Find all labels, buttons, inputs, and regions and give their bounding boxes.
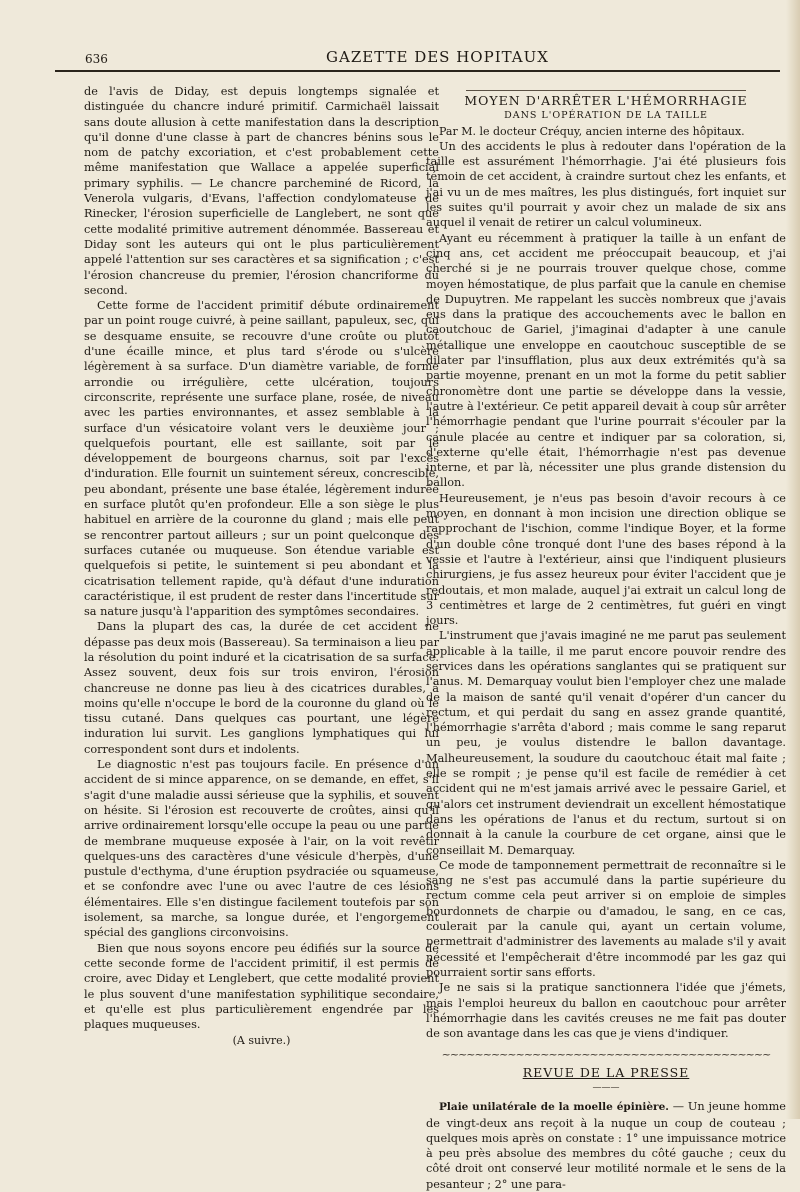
left-paragraph-1: de l'avis de Diday, est depuis longtemps signalée et distinguée du chancre induré primitif. Carmichaël laissait sans doute allusion à cette manifestation dans la description qu'il donne d'une classe à part de chancres bénins sous le nom de patchy excoriation, et c'est probablement cette même manifestation que Wallace a appelée superficial primary syphilis. — Le chancre parcheminé de Ricord, la Venerola vulgaris, d'Evans, l'affection condylomateuse de Rinecker, l'érosion superficielle de Langlebert, ne sont que cette modalité primitive autrement dénommée. Bassereau et Diday sont les auteurs qui ont le plus particulièrement appelé l'attention sur ses caractères et sa signification ; c'est l'érosion chancreuse du premier, l'érosion chancriforme du second. — [84, 85, 439, 297]
author-byline: Par M. le docteur Créquy, ancien interne des hôpitaux. — [439, 124, 745, 138]
left-paragraph-2: Cette forme de l'accident primitif débute ordinairement par un point rouge cuivré, à peine saillant, papuleux, sec, qui se desquame ensuite, se recouvre d'une croûte ou plutôt d'une écaille mince, et plus tard s'érode ou s'ulcère légèrement à sa surface. D'un diamètre variable, de forme arrondie ou irrégulière, cette ulcération, toujours circonscrite, représente une surface plane, rosée, de niveau avec les parties environnantes, et assez semblable à la surface d'un vésicatoire volant vers le deuxième jour ; quelquefois pourtant, elle est saillante, soit par le développement de bourgeons charnus, soit par l'excès d'induration. Elle fournit un suintement séreux, concrescible, peu abondant, présente une base étalée, légèrement indurée en surface plutôt qu'en profondeur. Elle a son siège le plus habituel en arrière de la couronne du gland ; mais elle peut se rencontrer partout ailleurs ; sur un point quelconque des surfaces cutanée ou muqueuse. Son étendue variable est quelquefois si petite, le suintement si peu abondant et la cicatrisation tellement rapide, qu'à défaut d'une induration caractéristique, il est prudent de rester dans l'incertitude sur sa nature jusqu'à l'apparition des symptômes secondaires. — [84, 299, 439, 619]
press-review-paragraph — [426, 1099, 786, 1192]
page-header — [55, 46, 780, 72]
page-number: 636 — [85, 52, 108, 66]
ornamental-divider: ~~~~~~~~~~~~~~~~~~~~~~~~~~~~~~~~~~~~~~~~ — [441, 1048, 771, 1062]
right-column — [426, 84, 786, 1192]
section-title-press-review: REVUE DE LA PRESSE — [522, 1064, 690, 1080]
running-title: GAZETTE DES HOPITAUX — [326, 48, 549, 66]
ornamental-divider-small: ——— — [592, 1083, 620, 1093]
left-paragraph-3: Dans la plupart des cas, la durée de cet accident ne dépasse pas deux mois (Bassereau). Sa terminaison a lieu par la résolution du point induré et la cicatrisation de sa surface. Assez souvent, deux fois sur trois environ, l'érosion chancreuse ne donne pas lieu à des cicatrices durables, à moins qu'elle n'occupe le bord de la couronne du gland où le tissu cutané. Dans quelques cas pourtant, une légère induration lui survit. Les ganglions lymphatiques qui lui correspondent sont durs et indolents. — [84, 620, 439, 756]
press-review-lead: Plaie unilatérale de la moelle épinière. — [439, 1101, 669, 1114]
right-paragraph-2: Ayant eu récemment à pratiquer la taille à un enfant de cinq ans, cet accident me préoccupait beaucoup, et j'ai cherché si je ne pourrais trouver quelque chose, comme moyen hémostatique, de plus parfait que la canule en chemise de Dupuytren. Me rappelant les succès nombreux que j'avais eus dans la pratique des accouchements avec le ballon en caoutchouc de Gariel, j'imaginai d'adapter à une canule métallique une enveloppe en caoutchouc susceptible de se dilater par l'insufflation, plus aux deux extrémités qu'à sa partie moyenne, prenant en un mot la forme du petit sablier chronomètre dont une partie se développe dans la vessie, l'autre à l'extérieur. Ce petit appareil devait à coup sûr arrêter l'hémorrhagie pendant que l'urine pourrait s'écouler par la canule placée au centre et indiquer par sa coloration, si, d'externe qu'elle était, l'hémorrhagie n'est pas devenue interne, et par là, nécessiter une plus grande distension du ballon. — [426, 231, 786, 490]
page-fold-shadow — [786, 0, 800, 1119]
right-paragraph-6: Je ne sais si la pratique sanctionnera l'idée que j'émets, mais l'emploi heureux du ballon en caoutchouc pour arrêter l'hémorrhagie dans les cavités creuses ne me fait pas douter de son avantage dans les cas que je viens d'indiquer. — [426, 981, 786, 1041]
press-review-text: — Un jeune homme de vingt-deux ans reçoit à la nuque un coup de couteau ; quelques mois après on constate : 1° une impuissance motrice à peu près absolue des membres du côté gauche ; ceux du côté droit ont conservé leur motilité normale et le sens de la pesanteur ; 2° une para- — [426, 1100, 786, 1191]
left-paragraph-4: Le diagnostic n'est pas toujours facile. En présence d'un accident de si mince apparence, on se demande, en effet, s'il s'agit d'une maladie aussi sérieuse que la syphilis, et souvent on hésite. Si l'érosion est recouverte de croûtes, ainsi qu'il arrive ordinairement lorsqu'elle occupe la peau ou une partie de membrane muqueuse exposée à l'air, on la voit revêtir quelques-uns des caractères d'une vésicule d'herpès, d'une pustule d'ecthyma, d'une éruption psydraciée ou squameuse, et se confondre avec l'une ou avec l'autre de ces lésions élémentaires. Elle s'en distingue facilement toutefois par son isolement, sa marche, sa longue durée, et l'engorgement spécial des ganglions circonvoisins. — [84, 758, 439, 940]
right-paragraph-5: Ce mode de tamponnement permettrait de reconnaître si le sang ne s'est pas accumulé dans la partie supérieure du rectum comme cela peut arriver si on emploie de simples bourdonnets de charpie ou d'amadou, le sang, en ce cas, coulerait par la canule qui, ayant un certain volume, permettrait d'administrer des lavements au malade s'il y avait nécessité et l'empêcherait d'être incommodé par les gaz qui pourraient sortir sans efforts. — [426, 858, 786, 979]
section-subtitle-taille: DANS L'OPÉRATION DE LA TAILLE — [504, 110, 708, 122]
right-paragraph-4: L'instrument que j'avais imaginé ne me parut pas seulement applicable à la taille, il me parut encore pouvoir rendre des services dans les opérations sanglantes qui se pratiquent sur l'anus. M. Demarquay voulut bien l'employer chez une malade de la maison de santé qu'il venait d'opérer d'un cancer du rectum, et qui perdait du sang en assez grande quantité, l'hémorrhagie s'arrêta d'abord ; mais comme le sang reparut un peu, je voulus distendre le ballon davantage. Malheureusement, la soudure du caoutchouc était mal faite ; elle se rompit ; je pense qu'il est facile de remédier à cet accident qui ne m'est jamais arrivé avec le pessaire Gariel, et qu'alors cet instrument deviendrait un excellent hémostatique dans les opérations de l'anus et du rectum, surtout si on donnait à la canule la courbure de cet organe, ainsi que le conseillait M. Demarquay. — [426, 629, 786, 857]
right-paragraph-1: Un des accidents le plus à redouter dans l'opération de la taille est assurément l'hémorrhagie. J'ai été plusieurs fois témoin de cet accident, à craindre surtout chez les enfants, et j'ai vu un de mes maîtres, les plus distingués, fort inquiet sur les suites qu'il pourrait y avoir chez un malade de six ans auquel il venait de retirer un calcul volumineux. — [426, 139, 786, 230]
section-rule — [466, 90, 746, 91]
left-column — [84, 84, 439, 1049]
to-be-continued: (A suivre.) — [232, 1034, 291, 1048]
section-title-hemorrhage: MOYEN D'ARRÊTER L'HÉMORRHAGIE — [464, 93, 748, 108]
left-paragraph-5: Bien que nous soyons encore peu édifiés sur la source de cette seconde forme de l'accident primitif, il est permis de croire, avec Diday et Lenglebert, que cette modalité provient le plus souvent d'une manifestation syphilitique secondaire, et qu'elle est plus particulièrement engendrée par les plaques muqueuses. — [84, 941, 439, 1032]
right-paragraph-3: Heureusement, je n'eus pas besoin d'avoir recours à ce moyen, en donnant à mon incision une direction oblique se rapprochant de l'ischion, comme l'indique Boyer, et la forme d'un double cône tronqué dont l'une des bases répond à la vessie et l'autre à l'extérieur, ainsi que l'indiquent plusieurs chirurgiens, je fus assez heureux pour éviter l'accident que je redoutais, et mon malade, auquel j'ai extrait un calcul long de 3 centimètres et large de 2 centimètres, fut guéri en vingt jours. — [426, 491, 786, 628]
